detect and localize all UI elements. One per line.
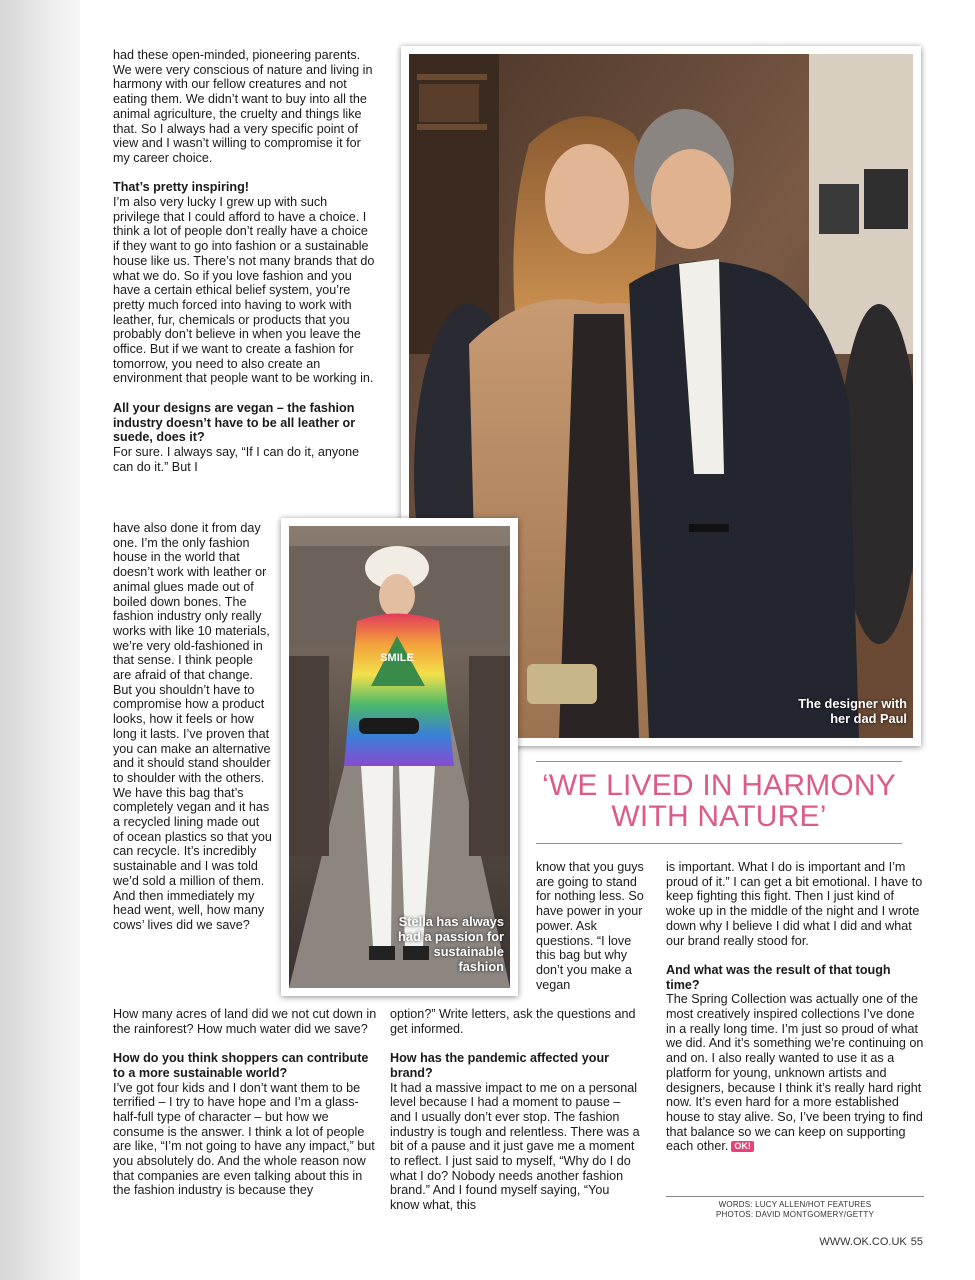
pull-quote-rule-bottom bbox=[536, 843, 902, 844]
interview-question: And what was the result of that tough time? bbox=[666, 962, 891, 992]
interview-question: That’s pretty inspiring! bbox=[113, 180, 249, 195]
pull-quote-rule-top bbox=[536, 761, 902, 762]
body-paragraph bbox=[666, 992, 924, 1154]
runway-photo-frame bbox=[281, 518, 518, 996]
article-column-1-wrap bbox=[113, 521, 273, 933]
interview-question: How do you think shoppers can contribute to a more sustainable world? bbox=[113, 1051, 369, 1080]
interview-question: All your designs are vegan – the fashion industry doesn’t have to be all leather or suede, does it? bbox=[113, 400, 356, 445]
sweater-print-text: SMILE bbox=[380, 652, 414, 664]
body-paragraph: have also done it from day one. I’m the only fashion house in the world that doesn’t work with leather or animal glues made out of boiled down bones. The fashion industry only really works with like 10 materials, we’re very old-fashioned in that sense. I think people are afraid of that change. But you shouldn’t have to compromise how a product looks, how it feels or how long it lasts. I’ve proven that you can make an alternative and it should stand shoulder to shoulder with the others. We have this bag that’s completely vegan and it has a recycled lining made out of ocean plastics so that you can recycle. It’s incredibly sustainable and I was told we’d sold a million of them. And then immediately my head went, well, how many cows’ lives did we save? bbox=[113, 521, 272, 932]
body-paragraph: had these open-minded, pioneering parents. We were very conscious of nature and living in harmony with our fellow creatures and not eating them. We didn’t want to buy into all the animal agriculture, the cruelty and things like that. So I always had a very specific point of view and I wasn’t willing to compromise it for my career choice. bbox=[113, 48, 373, 165]
article-column-1 bbox=[113, 48, 375, 474]
body-text: The Spring Collection was actually one of the most creatively inspired collections I’ve done in a really long time. I’m just so proud of what we did. And it’s something we’re continuing on and on. I also really wanted to use it as a platform for young, unknown artists and designers, because I think it’s really hard right now. It’s even hard for a more established house to stay alive. So, I’ve been trying to find that balance so we can keep on supporting each other. bbox=[666, 992, 924, 1154]
body-paragraph: option?” Write letters, ask the questions and get informed. bbox=[390, 1007, 636, 1036]
article-column-2-wrap bbox=[536, 860, 648, 992]
page-spine-shadow bbox=[0, 0, 80, 1280]
interview-question: How has the pandemic affected your brand? bbox=[390, 1051, 610, 1080]
pull-quote: ‘WE LIVED IN HARMONY WITH NATURE’ bbox=[541, 769, 897, 833]
page-number: 55 bbox=[910, 1236, 923, 1248]
body-paragraph: How many acres of land did we not cut down in the rainforest? How much water did we save? bbox=[113, 1007, 377, 1036]
article-column-3 bbox=[666, 860, 924, 1154]
words-credit: WORDS: LUCY ALLEN/HOT FEATURES bbox=[718, 1200, 872, 1209]
body-paragraph: is important. What I do is important and I’m proud of it.” I can get a bit emotional. I have to keep fighting this fight. Then I just kind of woke up in the middle of the night and I wrote down why I believe I did what I did and what our brand really stood for. bbox=[666, 860, 923, 948]
article-column-1-lower bbox=[113, 1007, 381, 1198]
footer-website: WWW.OK.CO.UK bbox=[819, 1236, 907, 1248]
body-paragraph: It had a massive impact to me on a personal level because I had a moment to pause – and I usually don’t ever stop. The fashion industry is tough and relentless. There was a bit of a pause and it just gave me a moment to reflect. I just said to myself, “Why do I do what I do? Nobody needs another fashion brand.” And I found myself saying, “You know what, this bbox=[390, 1080, 640, 1213]
body-paragraph: I’m also very lucky I grew up with such privilege that I could afford to have a choice. I think a lot of people don’t really have a choice if they want to go into fashion or a sustainable house like us. There’s not many brands that do what we do. So if you love fashion and you have a certain ethical belief system, you’re pretty much forced into having to work with leather, fur, chemicals or products that you probably don’t believe in when you leave the office. But if we want to create a fashion for tomorrow, you need to also create an environment that people want to be working in. bbox=[113, 195, 375, 386]
body-paragraph: know that you guys are going to stand for nothing less. So have power in your power. Ask questions. “I love this bag but why don’t you make a vegan bbox=[536, 860, 644, 992]
body-paragraph: For sure. I always say, “If I can do it, anyone can do it.” But I bbox=[113, 444, 360, 474]
page-footer bbox=[815, 1236, 923, 1248]
article-column-2 bbox=[390, 1007, 640, 1213]
end-mark-badge: OK! bbox=[731, 1141, 754, 1152]
main-photo-caption: The designer with her dad Paul bbox=[798, 696, 907, 726]
body-paragraph: I’ve got four kids and I don’t want them to be terrified – I try to have hope and I’m a glass-half-full type of character – but how we consume is the answer. I think a lot of people are like, “I’m not going to have any impact,” but you absolutely do. And the whole reason now that companies are even talking about this in the fashion industry is because they bbox=[113, 1080, 375, 1198]
runway-photo-caption: Stella has always had a passion for sustainable fashion bbox=[398, 914, 504, 974]
photos-credit: PHOTOS: DAVID MONTGOMERY/GETTY bbox=[715, 1210, 874, 1219]
photo-credits bbox=[666, 1196, 924, 1220]
